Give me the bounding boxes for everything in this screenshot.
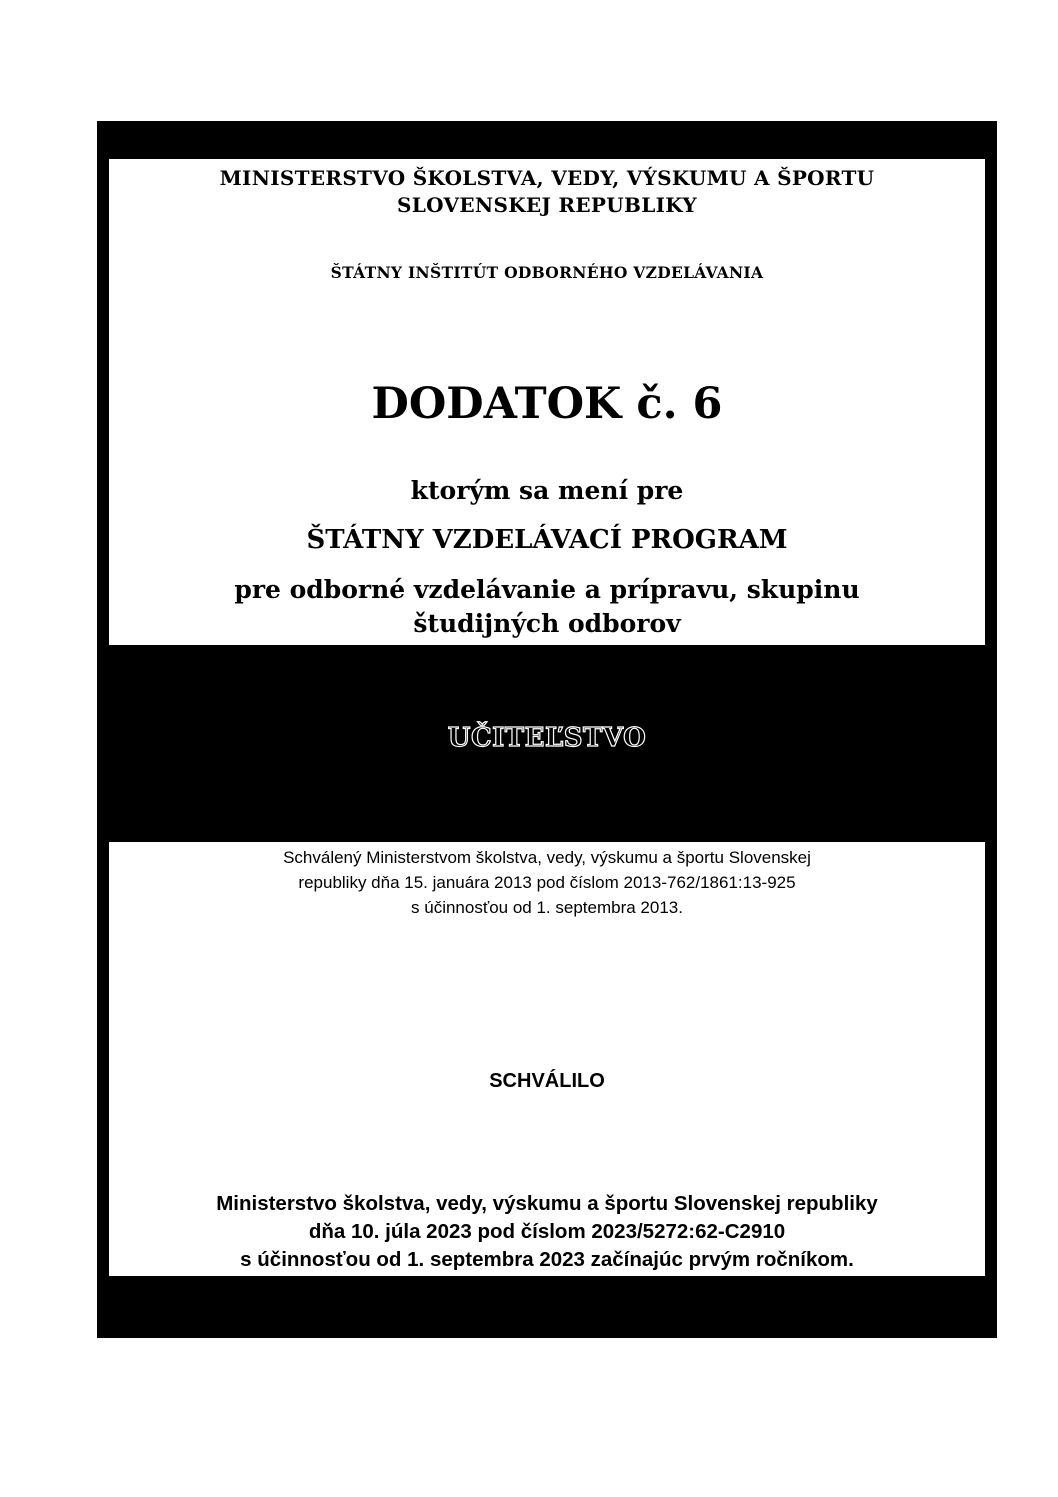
program-scope-line2: študijných odborov [413,609,681,638]
original-approval-text [109,845,985,920]
ministry-heading-line2: SLOVENSKEJ REPUBLIKY [397,193,697,217]
program-scope [109,573,985,641]
program-scope-line1: pre odborné vzdelávanie a prípravu, skupinu [234,575,860,604]
institute-heading: ŠTÁTNY INŠTITÚT ODBORNÉHO VZDELÁVANIA [330,263,764,282]
original-approval-line3: s účinnosťou od 1. septembra 2013. [411,898,683,917]
document-title: DODATOK č. 6 [371,379,723,429]
approved-by-label: SCHVÁLILO [489,1070,605,1092]
ministry-heading [109,165,985,219]
original-approval-line1: Schválený Ministerstvom školstva, vedy, výskumu a športu Slovenskej [283,848,811,867]
new-approval-text [109,1190,985,1274]
ministry-heading-line1: MINISTERSTVO ŠKOLSTVA, VEDY, VÝSKUMU A ŠPORTU [219,166,875,190]
subtitle-line1: ktorým sa mení pre [410,476,684,505]
program-name: ŠTÁTNY VZDELÁVACÍ PROGRAM [306,525,788,555]
study-field-name: UČITEĽSTVO [447,723,647,753]
approval-panel [109,842,985,1276]
original-approval-line2: republiky dňa 15. januára 2013 pod číslom 2013-762/1861:13-925 [298,873,796,892]
new-approval-line2: dňa 10. júla 2023 pod číslom 2023/5272:62-C2910 [308,1220,786,1243]
new-approval-line3: s účinnosťou od 1. septembra 2023 začínajúc prvým ročníkom. [240,1248,854,1271]
new-approval-line1: Ministerstvo školstva, vedy, výskumu a športu Slovenskej republiky [216,1192,878,1215]
cover-header-panel [109,159,985,645]
